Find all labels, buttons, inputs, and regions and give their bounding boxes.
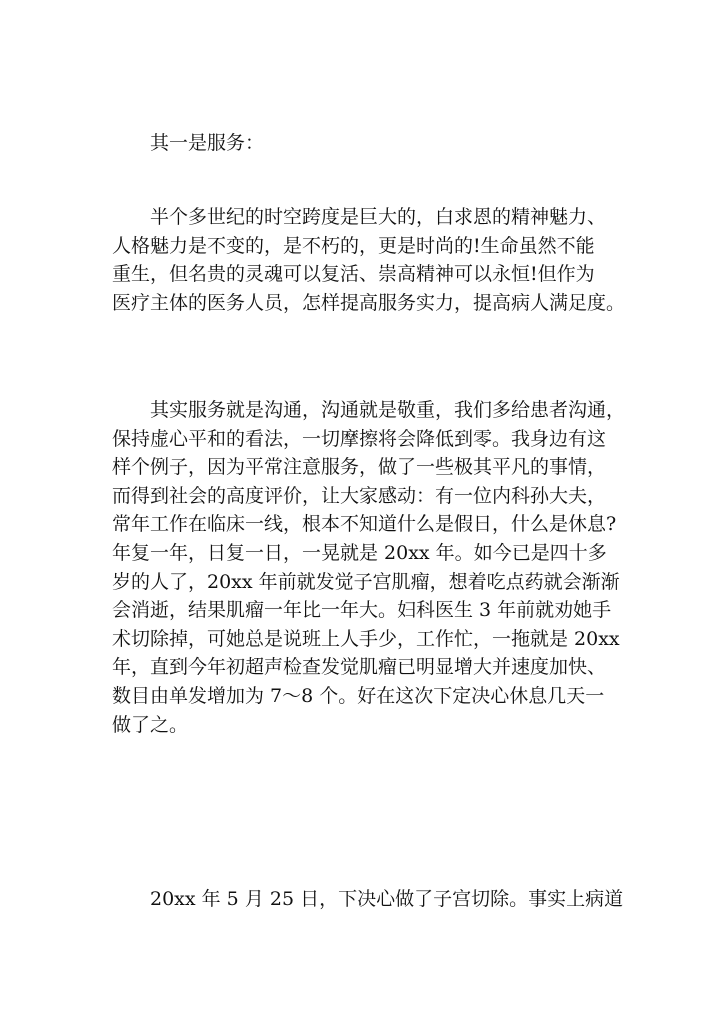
paragraph-2 bbox=[112, 396, 626, 739]
paragraph-line: 重生，但名贵的灵魂可以复活、崇高精神可以永恒!但作为 bbox=[112, 263, 595, 286]
paragraph-line: 年，直到今年初超声检查发觉肌瘤已明显增大并速度加快、 bbox=[112, 656, 607, 679]
paragraph-1 bbox=[112, 203, 626, 317]
paragraph-line: 常年工作在临床一线，根本不知道什么是假日，什么是休息? bbox=[112, 513, 617, 536]
paragraph-line: 岁的人了，20xx 年前就发觉子宫肌瘤，想着吃点药就会渐渐 bbox=[112, 570, 620, 593]
paragraph-line: 而得到社会的高度评价，让大家感动：有一位内科孙大夫， bbox=[112, 484, 607, 507]
paragraph-line: 其实服务就是沟通，沟通就是敬重，我们多给患者沟通， bbox=[150, 399, 626, 421]
paragraph-3 bbox=[112, 885, 624, 914]
paragraph-line: 样个例子，因为平常注意服务，做了一些极其平凡的事情， bbox=[112, 456, 607, 479]
paragraph-line: 做了之。 bbox=[112, 713, 189, 736]
paragraph-line: 半个多世纪的时空跨度是巨大的，白求恩的精神魅力、 bbox=[150, 206, 607, 228]
section-heading bbox=[112, 129, 612, 158]
heading-line: 其一是服务： bbox=[150, 132, 265, 154]
paragraph-line: 医疗主体的医务人员，怎样提高服务实力，提高病人满足度。 bbox=[112, 291, 626, 314]
paragraph-line: 人格魅力是不变的，是不朽的，更是时尚的!生命虽然不能 bbox=[112, 234, 595, 257]
paragraph-line: 20xx 年 5 月 25 日，下决心做了子宫切除。事实上病道 bbox=[150, 888, 624, 910]
paragraph-line: 年复一年，日复一日，一晃就是 20xx 年。如今已是四十多 bbox=[112, 541, 607, 564]
paragraph-line: 术切除掉，可她总是说班上人手少，工作忙，一拖就是 20xx bbox=[112, 627, 620, 650]
paragraph-line: 保持虚心平和的看法，一切摩擦将会降低到零。我身边有这 bbox=[112, 427, 607, 450]
paragraph-line: 数目由单发增加为 7～8 个。好在这次下定决心休息几天一 bbox=[112, 684, 605, 707]
paragraph-line: 会消逝，结果肌瘤一年比一年大。妇科医生 3 年前就劝她手 bbox=[112, 599, 612, 622]
